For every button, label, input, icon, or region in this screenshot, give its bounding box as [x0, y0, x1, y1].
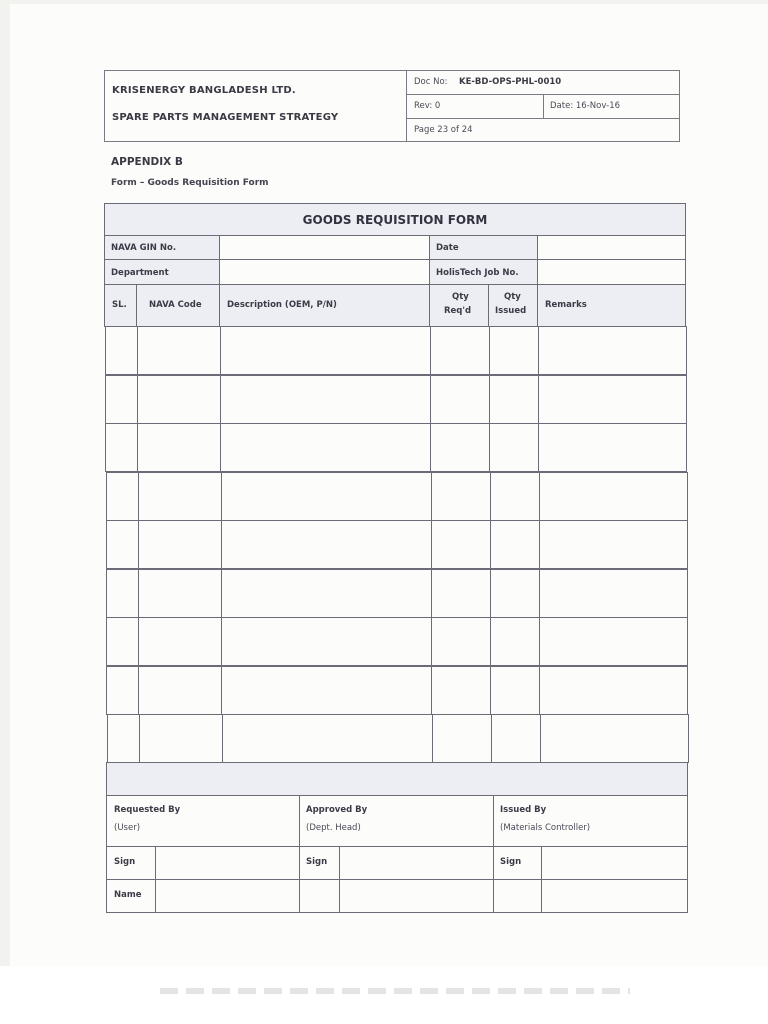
item-cell-qty-req[interactable] [430, 375, 490, 424]
document-header [104, 70, 680, 142]
item-cell-qty-req[interactable] [431, 472, 491, 521]
item-cell-nava-code[interactable] [137, 326, 221, 375]
item-cell-remarks[interactable] [539, 472, 688, 521]
sign-label-cell-1 [106, 846, 156, 880]
item-cell-description[interactable] [221, 520, 432, 569]
col-header-remarks [537, 284, 686, 327]
item-cell-qty-issued[interactable] [490, 617, 540, 666]
page-number: Page 23 of 24 [414, 125, 473, 135]
rev-date-row [407, 95, 679, 119]
item-cell-qty-req[interactable] [431, 617, 491, 666]
date-label: Date [436, 243, 459, 253]
item-cell-nava-code[interactable] [137, 375, 221, 424]
item-cell-qty-issued[interactable] [490, 569, 540, 618]
page-margin [0, 966, 768, 1024]
requested-by-label: Requested By [114, 805, 181, 815]
form-title: GOODS REQUISITION FORM [302, 213, 488, 227]
col-description-label: Description (OEM, P/N) [227, 300, 337, 310]
item-cell-description[interactable] [220, 326, 431, 375]
form-title-cell [104, 203, 686, 236]
col-nava-code-label: NAVA Code [149, 300, 202, 310]
approved-name-field[interactable] [339, 879, 494, 913]
issued-by-role: (Materials Controller) [500, 823, 591, 833]
company-name: KRISENERGY BANGLADESH LTD. [112, 85, 296, 96]
item-cell-qty-issued[interactable] [489, 375, 539, 424]
holistech-job-field[interactable] [537, 259, 686, 285]
department-label-cell [104, 259, 220, 285]
item-cell-qty-req[interactable] [432, 714, 492, 763]
doc-no-value: KE-BD-OPS-PHL-0010 [459, 77, 562, 87]
sign-label-1: Sign [114, 857, 136, 867]
issued-name-field[interactable] [541, 879, 688, 913]
approved-name-blank [299, 879, 340, 913]
sign-label-2: Sign [306, 857, 328, 867]
revision: Rev: 0 [414, 101, 441, 111]
col-header-nava-code [136, 284, 220, 327]
item-cell-nava-code[interactable] [137, 423, 221, 472]
item-cell-qty-req[interactable] [430, 326, 490, 375]
nava-gin-label-cell [104, 235, 220, 260]
item-cell-nava-code[interactable] [138, 617, 222, 666]
item-cell-sl[interactable] [106, 666, 139, 715]
date-label-cell [429, 235, 538, 260]
item-cell-remarks[interactable] [539, 520, 688, 569]
issued-name-blank [493, 879, 542, 913]
item-cell-description[interactable] [221, 569, 432, 618]
department-label: Department [111, 268, 169, 278]
item-cell-description[interactable] [222, 714, 433, 763]
item-cell-description[interactable] [220, 423, 431, 472]
item-cell-nava-code[interactable] [138, 666, 222, 715]
item-cell-description[interactable] [220, 375, 431, 424]
item-cell-remarks[interactable] [538, 326, 687, 375]
appendix-title: APPENDIX B [111, 156, 183, 168]
name-label-cell [106, 879, 156, 913]
requested-by-role: (User) [114, 823, 141, 833]
sign-label-cell-3 [493, 846, 542, 880]
col-header-sl [104, 284, 137, 327]
item-cell-sl[interactable] [105, 423, 138, 472]
item-cell-qty-issued[interactable] [489, 423, 539, 472]
nava-gin-field[interactable] [219, 235, 430, 260]
col-remarks-label: Remarks [545, 300, 587, 310]
footer-text-faint [160, 988, 630, 994]
item-cell-sl[interactable] [107, 714, 140, 763]
item-cell-description[interactable] [221, 666, 432, 715]
item-cell-remarks[interactable] [540, 714, 689, 763]
sign-label-3: Sign [500, 857, 522, 867]
item-cell-qty-issued[interactable] [489, 326, 539, 375]
item-cell-nava-code[interactable] [138, 569, 222, 618]
divider [543, 95, 544, 118]
approved-by-role: (Dept. Head) [306, 823, 361, 833]
nava-gin-label: NAVA GIN No. [111, 243, 177, 253]
date-field[interactable] [537, 235, 686, 260]
item-cell-nava-code[interactable] [138, 472, 222, 521]
col-qty-req-label-1: Qty [452, 292, 469, 302]
separator-band [106, 762, 688, 796]
item-cell-qty-issued[interactable] [491, 714, 541, 763]
holistech-job-label: HolisTech Job No. [436, 268, 519, 278]
item-cell-remarks[interactable] [538, 423, 687, 472]
doc-no-row [407, 71, 679, 95]
item-cell-qty-issued[interactable] [490, 472, 540, 521]
requested-sign-field[interactable] [155, 846, 300, 880]
item-cell-description[interactable] [221, 472, 432, 521]
item-cell-nava-code[interactable] [139, 714, 223, 763]
col-header-qty-req [429, 284, 489, 327]
name-label: Name [114, 890, 142, 900]
col-qty-req-label-2: Req'd [444, 306, 472, 316]
item-cell-sl[interactable] [105, 326, 138, 375]
sign-label-cell-2 [299, 846, 340, 880]
item-cell-sl[interactable] [105, 375, 138, 424]
item-cell-qty-issued[interactable] [490, 520, 540, 569]
item-cell-remarks[interactable] [539, 617, 688, 666]
item-cell-qty-req[interactable] [431, 520, 491, 569]
item-cell-remarks[interactable] [538, 375, 687, 424]
requested-by-cell [106, 795, 300, 847]
item-cell-qty-req[interactable] [430, 423, 490, 472]
approved-by-label: Approved By [306, 805, 368, 815]
approved-by-cell [299, 795, 494, 847]
appendix-subtitle: Form – Goods Requisition Form [111, 178, 269, 188]
item-cell-sl[interactable] [106, 520, 139, 569]
item-cell-remarks[interactable] [539, 666, 688, 715]
item-cell-sl[interactable] [106, 472, 139, 521]
document-date: Date: 16-Nov-16 [550, 101, 621, 111]
issued-by-cell [493, 795, 688, 847]
department-field[interactable] [219, 259, 430, 285]
item-cell-nava-code[interactable] [138, 520, 222, 569]
item-cell-sl[interactable] [106, 617, 139, 666]
item-cell-sl[interactable] [106, 569, 139, 618]
holistech-label-cell [429, 259, 538, 285]
col-qty-issued-label-2: Issued [495, 306, 527, 316]
col-sl-label: SL. [112, 300, 127, 310]
approved-sign-field[interactable] [339, 846, 494, 880]
header-left [105, 71, 407, 141]
issued-by-label: Issued By [500, 805, 547, 815]
issued-sign-field[interactable] [541, 846, 688, 880]
col-qty-issued-label-1: Qty [504, 292, 521, 302]
requested-name-field[interactable] [155, 879, 300, 913]
col-header-description [219, 284, 430, 327]
item-cell-remarks[interactable] [539, 569, 688, 618]
item-cell-qty-req[interactable] [431, 569, 491, 618]
item-cell-description[interactable] [221, 617, 432, 666]
item-cell-qty-req[interactable] [431, 666, 491, 715]
col-header-qty-issued [488, 284, 538, 327]
item-cell-qty-issued[interactable] [490, 666, 540, 715]
doc-no-label: Doc No: [414, 77, 448, 87]
document-title: SPARE PARTS MANAGEMENT STRATEGY [112, 112, 339, 123]
page-row [407, 119, 679, 141]
